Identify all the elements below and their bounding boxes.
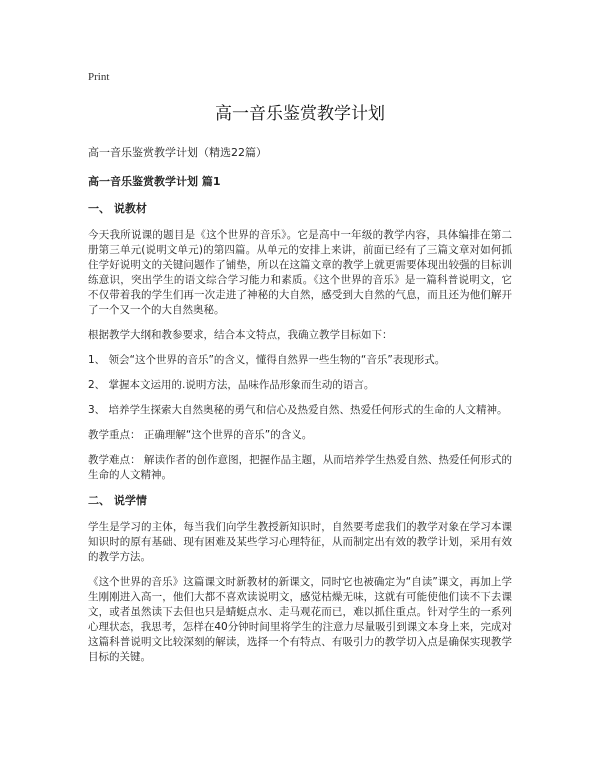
paragraph: 2、 掌握本文运用的.说明方法，品味作品形象而生动的语言。 [88,379,375,391]
print-label: Print [88,71,110,83]
document-title: 高一音乐鉴赏教学计划 [215,104,385,124]
paragraph: 《这个世界的音乐》这篇课文时新教材的新课文，同时它也被确定为“自读”课文，再加上学生刚刚进入高一，他们大都不喜欢读说明文，感觉枯燥无味，这就有可能使他们读不下去课文，或者虽然读下去但也只是蜻蜓点水、走马观花而已，难以抓住重点。针对学生的一系列心理状态，我思考，怎样在40分钟时间里将学生的注意力尽量吸引到课文本身上来，完成对这篇科普说明文比较深刻的解读，选择一个有特点、有吸引力的教学切入点是确保实现教学目标的关键。 [88,576,512,663]
paragraph: 根据教学大纲和教参要求，结合本文特点，我确立教学目标如下： [88,329,393,341]
paragraph: 1、 领会“这个世界的音乐”的含义，懂得自然界一些生物的“音乐”表现形式。 [88,354,446,366]
document-subtitle: 高一音乐鉴赏教学计划（精选22篇） [88,146,267,159]
article-heading: 高一音乐鉴赏教学计划 篇1 [88,175,221,188]
paragraph: 今天我所说课的题目是《这个世界的音乐》。它是高中一年级的教学内容，具体编排在第二册第三单元(说明文单元)的第四篇。从单元的安排上来讲，前面已经有了三篇文章对如何抓住学好说明文的关键问题作了铺垫，所以在这篇文章的教学上就更需要体现出较强的目标训练意识，突出学生的语文综合学习能力和素质。《这个世界的音乐》是一篇科普说明文，它不仅带着我的学生们再一次走进了神秘的大自然，感受到大自然的气息，而且还为他们解开了一个又一个的大自然奥秘。 [88,229,512,316]
paragraph: 学生是学习的主体，每当我们向学生教授新知识时，自然要考虑我们的教学对象在学习本课知识时的原有基础、现有困难及某些学习心理特征，从而制定出有效的教学计划，采用有效的教学方法。 [88,521,512,563]
paragraph: 3、 培养学生探索大自然奥秘的勇气和信心及热爱自然、热爱任何形式的生命的人文精神。 [88,404,508,416]
paragraph: 教学重点： 正确理解“这个世界的音乐”的含义。 [88,429,313,441]
section-heading-textbook: 一、 说教材 [88,202,147,215]
section-heading-students: 二、 说学情 [88,494,147,507]
paragraph: 教学难点： 解读作者的创作意图，把握作品主题，从而培养学生热爱自然、热爱任何形式的生命的人文精神。 [88,454,512,481]
